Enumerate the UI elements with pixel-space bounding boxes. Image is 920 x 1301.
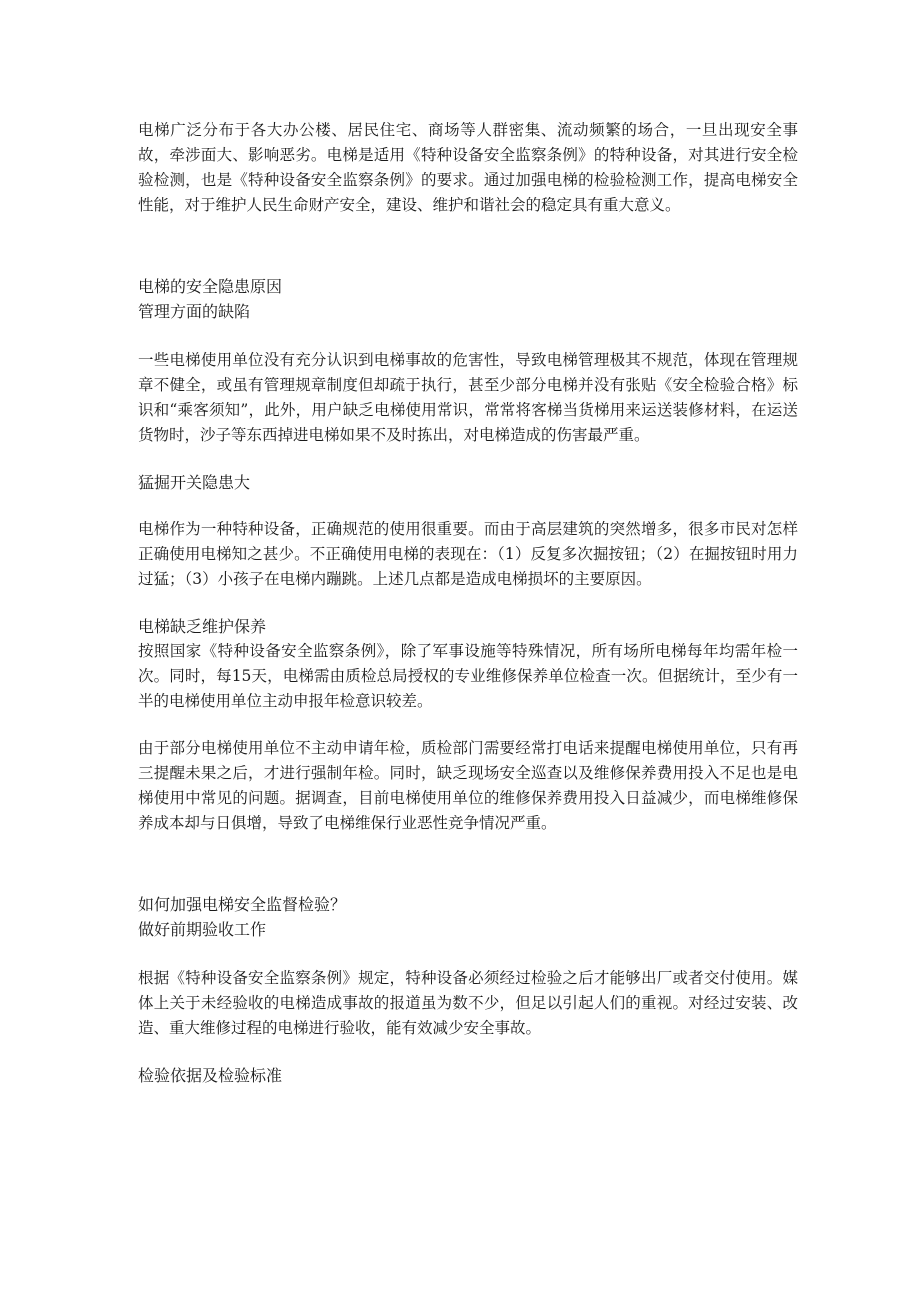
subsection-title-standards: 检验依据及检验标准	[138, 1066, 283, 1085]
subsection-title-management: 管理方面的缺陷	[138, 302, 251, 321]
spacer	[138, 714, 798, 736]
spacer	[138, 1041, 798, 1063]
intro-paragraph: 电梯广泛分布于各大办公楼、居民住宅、商场等人群密集、流动频繁的场合，一旦出现安全事故，牵涉面大、影响恶劣。电梯是适用《特种设备安全监察条例》的特种设备，对其进行安全检验检测，也是《特种设备安全监察条例》的要求。通过加强电梯的检验检测工作，提高电梯安全性能，对于维护人民生命财产安全，建设、维护和谐社会的稳定具有重大意义。	[138, 121, 798, 214]
spacer	[138, 448, 798, 470]
spacer	[138, 942, 798, 966]
paragraph-acceptance: 根据《特种设备安全监察条例》规定，特种设备必须经过检验之后才能够出厂或者交付使用。媒体上关于未经验收的电梯造成事故的报道虽为数不少，但足以引起人们的重视。对经过安装、改造、重大维修过程的电梯进行验收，能有效减少安全事故。	[138, 969, 798, 1037]
subsection-title-maintenance: 电梯缺乏维护保养	[138, 617, 267, 636]
subsection-title-acceptance: 做好前期验收工作	[138, 920, 267, 939]
paragraph-maintenance-2: 由于部分电梯使用单位不主动申请年检，质检部门需要经常打电话来提醒电梯使用单位，只有再三提醒未果之后，才进行强制年检。同时，缺乏现场安全巡查以及维修保养费用投入不足也是电梯使用中常见的问题。据调查，目前电梯使用单位的维修保养费用投入日益减少，而电梯维修保养成本却与日俱增，导致了电梯维保行业恶性竞争情况严重。	[138, 739, 798, 832]
subsection-title-switch: 猛掘开关隐患大	[138, 473, 251, 492]
spacer	[138, 495, 798, 517]
section-title-causes: 电梯的安全隐患原因	[138, 277, 283, 296]
paragraph-management: 一些电梯使用单位没有充分认识到电梯事故的危害性，导致电梯管理极其不规范，体现在管理规章不健全，或虽有管理规章制度但却疏于执行，甚至少部分电梯并没有张贴《安全检验合格》标识和“乘客须知”，此外，用户缺乏电梯使用常识，常常将客梯当货梯用来运送装修材料，在运送货物时，沙子等东西掉进电梯如果不及时拣出，对电梯造成的伤害最严重。	[138, 351, 798, 444]
document-page	[138, 118, 798, 1088]
spacer	[138, 324, 798, 348]
spacer	[138, 218, 798, 274]
paragraph-maintenance-1: 按照国家《特种设备安全监察条例》，除了军事设施等特殊情况，所有场所电梯每年均需年检一次。同时，每15天，电梯需由质检总局授权的专业维修保养单位检查一次。但据统计，至少有一半的电梯使用单位主动申报年检意识较差。	[138, 642, 798, 710]
section-title-supervision: 如何加强电梯安全监督检验？	[138, 895, 347, 914]
spacer	[138, 592, 798, 614]
spacer	[138, 836, 798, 892]
paragraph-switch: 电梯作为一种特种设备，正确规范的使用很重要。而由于高层建筑的突然增多，很多市民对怎样正确使用电梯知之甚少。不正确使用电梯的表现在：（1）反复多次掘按钮；（2）在掘按钮时用力过猛；（3）小孩子在电梯内蹦跳。上述几点都是造成电梯损坏的主要原因。	[138, 520, 798, 588]
